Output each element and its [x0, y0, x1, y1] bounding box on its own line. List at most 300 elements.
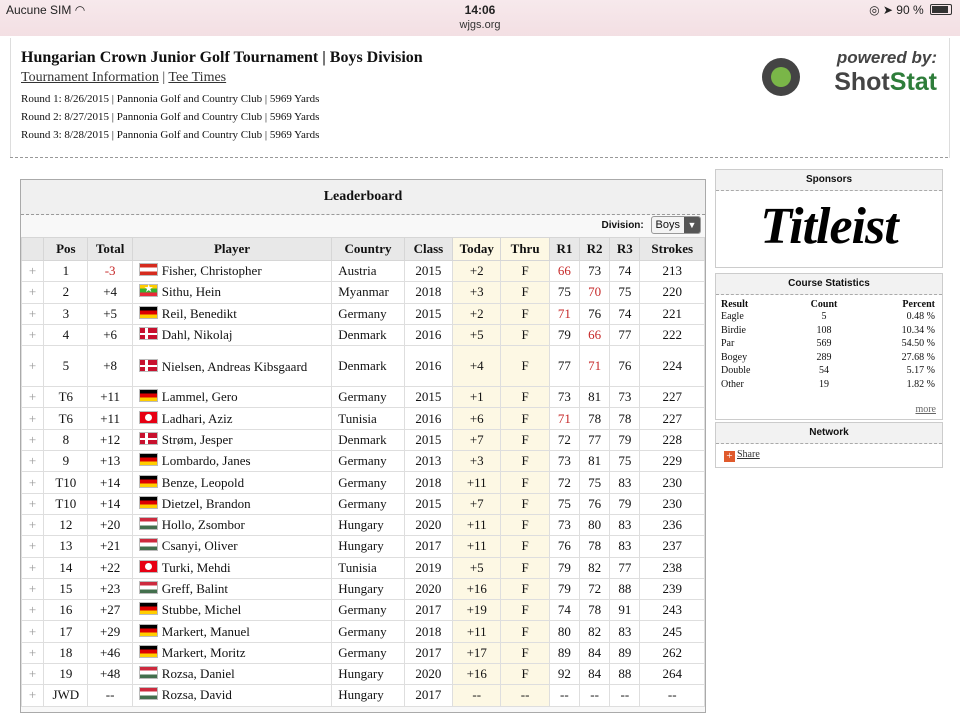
cell-strokes: 262: [640, 642, 705, 663]
cell-r1: 80: [549, 621, 579, 642]
player-name[interactable]: Dahl, Nikolaj: [161, 327, 233, 343]
division-selected-value: Boys: [655, 219, 680, 232]
expand-row-button[interactable]: +: [22, 282, 44, 303]
cell-r1: 79: [549, 578, 579, 599]
network-panel: [715, 422, 943, 468]
flag-dnk-icon: [139, 359, 158, 372]
leaderboard-row[interactable]: [22, 493, 705, 514]
player-name[interactable]: Rozsa, Daniel: [161, 666, 235, 682]
cell-pos: T6: [44, 387, 88, 408]
cell-total: +48: [88, 664, 132, 685]
flag-hun-icon: [139, 687, 158, 700]
leaderboard-row[interactable]: [22, 429, 705, 450]
cell-today: +11: [453, 536, 501, 557]
cell-thru: F: [501, 387, 549, 408]
stats-count: 108: [816, 324, 832, 336]
expand-row-button[interactable]: +: [22, 408, 44, 429]
cell-player[interactable]: [132, 493, 331, 514]
cell-country: Denmark: [332, 346, 405, 387]
expand-row-button[interactable]: +: [22, 493, 44, 514]
cell-player[interactable]: [132, 536, 331, 557]
leaderboard-row[interactable]: [22, 642, 705, 663]
cell-player[interactable]: [132, 642, 331, 663]
cell-thru: F: [501, 664, 549, 685]
expand-row-button[interactable]: +: [22, 664, 44, 685]
leaderboard-row[interactable]: [22, 261, 705, 282]
player-name[interactable]: Greff, Balint: [161, 581, 228, 596]
cell-r1: 76: [549, 536, 579, 557]
player-name[interactable]: Turki, Mehdi: [161, 559, 231, 575]
cell-strokes: 227: [640, 387, 705, 408]
col-thru[interactable]: Thru: [501, 238, 549, 261]
expand-row-button[interactable]: +: [22, 451, 44, 472]
cell-total: +14: [88, 472, 132, 493]
cell-thru: F: [501, 282, 549, 303]
flag-deu-icon: [139, 602, 158, 615]
cell-r2: 66: [580, 324, 610, 345]
cell-strokes: 243: [640, 600, 705, 621]
cell-player[interactable]: [132, 600, 331, 621]
cell-strokes: --: [640, 685, 705, 706]
cell-class: 2015: [404, 303, 452, 324]
stats-count: 289: [816, 351, 832, 363]
cell-pos: 19: [44, 664, 88, 685]
flag-hun-icon: [139, 538, 158, 551]
stats-count: 19: [819, 378, 829, 390]
flag-tun-icon: [139, 411, 158, 424]
cell-player[interactable]: [132, 387, 331, 408]
cell-country: Hungary: [332, 685, 405, 706]
cell-pos: 2: [44, 282, 88, 303]
col-expand: [22, 238, 44, 261]
cell-player[interactable]: [132, 282, 331, 303]
cell-player[interactable]: [132, 408, 331, 429]
leaderboard-row[interactable]: [22, 600, 705, 621]
tournament-information-link[interactable]: Tournament Information: [21, 70, 159, 85]
stats-percent: 10.34 %: [901, 324, 935, 336]
cell-strokes: 230: [640, 472, 705, 493]
leaderboard-row[interactable]: [22, 685, 705, 706]
cell-total: +4: [88, 282, 132, 303]
cell-strokes: 224: [640, 346, 705, 387]
player-name[interactable]: Lombardo, Janes: [161, 453, 251, 469]
more-stats-link[interactable]: more: [915, 404, 936, 415]
flag-tun-icon: [139, 560, 158, 573]
col-total[interactable]: Total: [88, 238, 132, 261]
cell-class: 2015: [404, 493, 452, 514]
leaderboard-row[interactable]: [22, 303, 705, 324]
leaderboard-row[interactable]: [22, 621, 705, 642]
cell-r3: 73: [610, 387, 640, 408]
cell-pos: 18: [44, 642, 88, 663]
cell-pos: 12: [44, 514, 88, 535]
cell-thru: F: [501, 346, 549, 387]
cell-strokes: 236: [640, 514, 705, 535]
cell-strokes: 222: [640, 324, 705, 345]
expand-row-button[interactable]: +: [22, 642, 44, 663]
cell-player[interactable]: [132, 578, 331, 599]
sponsors-title: Sponsors: [716, 170, 942, 191]
network-title: Network: [716, 423, 942, 444]
cell-r3: 75: [610, 451, 640, 472]
leaderboard-panel: [20, 179, 706, 713]
cell-today: +6: [453, 408, 501, 429]
cell-class: 2015: [404, 387, 452, 408]
cell-thru: F: [501, 621, 549, 642]
cell-today: +2: [453, 303, 501, 324]
cell-country: Germany: [332, 642, 405, 663]
cell-total: +21: [88, 536, 132, 557]
stats-result: Eagle: [721, 311, 744, 323]
leaderboard-row[interactable]: [22, 536, 705, 557]
cell-class: 2020: [404, 578, 452, 599]
cell-total: +46: [88, 642, 132, 663]
cell-pos: T6: [44, 408, 88, 429]
cell-country: Germany: [332, 303, 405, 324]
col-pos[interactable]: Pos: [44, 238, 88, 261]
leaderboard-row[interactable]: [22, 557, 705, 578]
stats-percent: 54.50 %: [901, 338, 935, 350]
cell-player[interactable]: [132, 557, 331, 578]
cell-pos: JWD: [44, 685, 88, 706]
cell-country: Germany: [332, 472, 405, 493]
cell-today: +19: [453, 600, 501, 621]
cell-r1: 72: [549, 472, 579, 493]
cell-today: +16: [453, 664, 501, 685]
player-name[interactable]: Stubbe, Michel: [161, 602, 242, 618]
cell-pos: 9: [44, 451, 88, 472]
col-r2[interactable]: R2: [580, 238, 610, 261]
cell-strokes: 239: [640, 578, 705, 599]
player-name[interactable]: Ladhari, Aziz: [161, 410, 233, 426]
expand-row-button[interactable]: +: [22, 324, 44, 345]
leaderboard-row[interactable]: [22, 514, 705, 535]
cell-pos: 17: [44, 621, 88, 642]
division-select[interactable]: [651, 216, 701, 234]
flag-deu-icon: [139, 645, 158, 658]
titleist-logo[interactable]: Titleist: [760, 198, 898, 255]
flag-hun-icon: [139, 666, 158, 679]
player-name[interactable]: Strøm, Jesper: [161, 431, 233, 447]
cell-player[interactable]: [132, 451, 331, 472]
cell-strokes: 245: [640, 621, 705, 642]
powered-by-text: powered by:: [836, 48, 937, 67]
cell-country: Tunisia: [332, 408, 405, 429]
stats-row: [718, 378, 938, 392]
cell-pos: 16: [44, 600, 88, 621]
cell-player[interactable]: [132, 685, 331, 706]
stats-row: [718, 364, 938, 378]
expand-row-button[interactable]: +: [22, 346, 44, 387]
carrier-label: Aucune SIM: [6, 3, 72, 17]
stats-percent: 5.17 %: [906, 365, 935, 377]
player-name[interactable]: Lammel, Gero: [161, 389, 238, 405]
cell-class: 2017: [404, 536, 452, 557]
cell-today: +3: [453, 282, 501, 303]
leaderboard-row[interactable]: [22, 408, 705, 429]
expand-row-button[interactable]: +: [22, 261, 44, 282]
cell-r2: 77: [580, 429, 610, 450]
share-button[interactable]: [724, 449, 760, 462]
cell-country: Germany: [332, 451, 405, 472]
cell-country: Tunisia: [332, 557, 405, 578]
division-filter: [21, 215, 705, 237]
cell-thru: F: [501, 578, 549, 599]
cell-r3: 83: [610, 536, 640, 557]
cell-r1: 89: [549, 642, 579, 663]
wifi-icon: ◠: [74, 3, 86, 17]
cell-class: 2013: [404, 451, 452, 472]
battery-percent: 90 %: [896, 3, 924, 17]
cell-total: +14: [88, 493, 132, 514]
player-name[interactable]: Nielsen, Andreas Kibsgaard: [161, 358, 308, 374]
cell-r2: 76: [580, 493, 610, 514]
flag-hun-icon: [139, 517, 158, 530]
cell-country: Hungary: [332, 536, 405, 557]
stats-count: 569: [816, 338, 832, 350]
cell-thru: F: [501, 514, 549, 535]
expand-row-button[interactable]: +: [22, 387, 44, 408]
cell-thru: F: [501, 536, 549, 557]
cell-player[interactable]: [132, 429, 331, 450]
cell-today: +11: [453, 621, 501, 642]
cell-player[interactable]: [132, 346, 331, 387]
cell-r2: 82: [580, 557, 610, 578]
cell-r2: 78: [580, 408, 610, 429]
cell-today: +5: [453, 324, 501, 345]
flag-mmr-icon: [139, 284, 158, 297]
stats-percent: 0.48 %: [906, 311, 935, 323]
player-name[interactable]: Hollo, Zsombor: [161, 517, 245, 533]
battery-icon: [930, 4, 952, 15]
header-divider: [10, 157, 948, 158]
cell-total: +13: [88, 451, 132, 472]
shotstat-logo[interactable]: [764, 46, 939, 96]
cell-strokes: 230: [640, 493, 705, 514]
stats-result: Birdie: [721, 324, 746, 336]
col-today[interactable]: Today: [453, 238, 501, 261]
cell-player[interactable]: [132, 324, 331, 345]
cell-r2: 84: [580, 642, 610, 663]
cell-class: 2018: [404, 282, 452, 303]
cell-player[interactable]: [132, 621, 331, 642]
clock: 14:06: [464, 3, 496, 17]
cell-country: Austria: [332, 261, 405, 282]
cell-r3: --: [610, 685, 640, 706]
course-statistics-title: Course Statistics: [716, 274, 942, 295]
cell-today: +11: [453, 472, 501, 493]
player-name[interactable]: Sithu, Hein: [161, 284, 222, 300]
cell-today: +17: [453, 642, 501, 663]
stats-result: Bogey: [721, 351, 748, 363]
cell-country: Germany: [332, 493, 405, 514]
cell-strokes: 228: [640, 429, 705, 450]
leaderboard-title: Leaderboard: [21, 180, 705, 215]
expand-row-button[interactable]: +: [22, 303, 44, 324]
expand-row-button[interactable]: +: [22, 472, 44, 493]
cell-thru: F: [501, 557, 549, 578]
cell-r3: 74: [610, 303, 640, 324]
round-1-info: Round 1: 8/26/2015 | Pannonia Golf and Country Club | 5969 Yards: [21, 93, 320, 105]
cell-country: Denmark: [332, 429, 405, 450]
cell-pos: 14: [44, 557, 88, 578]
expand-row-button[interactable]: +: [22, 685, 44, 706]
expand-row-button[interactable]: +: [22, 514, 44, 535]
page-title: Hungarian Crown Junior Golf Tournament | Boys Division: [21, 49, 423, 66]
expand-row-button[interactable]: +: [22, 578, 44, 599]
cell-thru: F: [501, 429, 549, 450]
division-label: Division:: [601, 220, 644, 231]
cell-strokes: 221: [640, 303, 705, 324]
cell-total: +5: [88, 303, 132, 324]
leaderboard-row[interactable]: [22, 578, 705, 599]
cell-r1: 75: [549, 282, 579, 303]
cell-thru: F: [501, 451, 549, 472]
cell-strokes: 213: [640, 261, 705, 282]
cell-r1: 92: [549, 664, 579, 685]
leaderboard-row[interactable]: [22, 282, 705, 303]
cell-r2: 73: [580, 261, 610, 282]
logo-stat-text: Stat: [889, 68, 937, 96]
col-country[interactable]: Country: [332, 238, 405, 261]
cell-r2: 82: [580, 621, 610, 642]
cell-thru: --: [501, 685, 549, 706]
cell-r1: 71: [549, 408, 579, 429]
cell-r3: 79: [610, 429, 640, 450]
cell-r3: 74: [610, 261, 640, 282]
cell-r2: 78: [580, 600, 610, 621]
address-bar-url[interactable]: wjgs.org: [459, 19, 501, 31]
player-name[interactable]: Markert, Moritz: [161, 644, 246, 660]
stats-col-percent: Percent: [902, 299, 935, 310]
cell-player[interactable]: [132, 303, 331, 324]
cell-today: --: [453, 685, 501, 706]
cell-r3: 77: [610, 324, 640, 345]
cell-thru: F: [501, 261, 549, 282]
cell-r2: 78: [580, 536, 610, 557]
cell-class: 2015: [404, 261, 452, 282]
location-icon: ➤: [882, 3, 893, 17]
leaderboard-row[interactable]: [22, 387, 705, 408]
cell-today: +11: [453, 514, 501, 535]
leaderboard-table: [21, 237, 705, 707]
cell-player[interactable]: [132, 261, 331, 282]
cell-strokes: 227: [640, 408, 705, 429]
cell-class: 2019: [404, 557, 452, 578]
cell-pos: 1: [44, 261, 88, 282]
leaderboard-row[interactable]: [22, 324, 705, 345]
cell-class: 2018: [404, 621, 452, 642]
cell-r2: 72: [580, 578, 610, 599]
leaderboard-row[interactable]: [22, 472, 705, 493]
cell-country: Hungary: [332, 664, 405, 685]
cell-r3: 88: [610, 664, 640, 685]
player-name[interactable]: Reil, Benedikt: [161, 305, 237, 321]
cell-today: +5: [453, 557, 501, 578]
cell-today: +16: [453, 578, 501, 599]
col-player[interactable]: Player: [132, 238, 331, 261]
cell-total: --: [88, 685, 132, 706]
round-3-info: Round 3: 8/28/2015 | Pannonia Golf and Country Club | 5969 Yards: [21, 129, 320, 141]
col-class[interactable]: Class: [404, 238, 452, 261]
stats-count: 5: [821, 311, 827, 323]
stats-percent: 1.82 %: [906, 378, 935, 390]
player-name[interactable]: Csanyi, Oliver: [161, 538, 238, 554]
leaderboard-row[interactable]: [22, 346, 705, 387]
leaderboard-row[interactable]: [22, 664, 705, 685]
cell-total: +27: [88, 600, 132, 621]
cell-r1: 71: [549, 303, 579, 324]
link-separator: |: [162, 70, 166, 85]
ios-status-bar: [0, 0, 960, 36]
cell-r3: 83: [610, 514, 640, 535]
cell-strokes: 264: [640, 664, 705, 685]
cell-r1: 73: [549, 387, 579, 408]
cell-r1: 75: [549, 493, 579, 514]
cell-thru: F: [501, 472, 549, 493]
flag-deu-icon: [139, 624, 158, 637]
cell-class: 2020: [404, 514, 452, 535]
cell-player[interactable]: [132, 514, 331, 535]
cell-r2: 81: [580, 451, 610, 472]
col-r3[interactable]: R3: [610, 238, 640, 261]
cell-pos: 13: [44, 536, 88, 557]
col-r1[interactable]: R1: [549, 238, 579, 261]
cell-country: Germany: [332, 600, 405, 621]
cell-r2: 76: [580, 303, 610, 324]
tee-times-link[interactable]: Tee Times: [168, 70, 227, 85]
cell-r1: 73: [549, 451, 579, 472]
cell-r1: 74: [549, 600, 579, 621]
expand-row-button[interactable]: +: [22, 621, 44, 642]
expand-row-button[interactable]: +: [22, 557, 44, 578]
round-2-info: Round 2: 8/27/2015 | Pannonia Golf and Country Club | 5969 Yards: [21, 111, 320, 123]
cell-pos: T10: [44, 493, 88, 514]
cell-strokes: 220: [640, 282, 705, 303]
cell-r3: 83: [610, 621, 640, 642]
col-strokes[interactable]: Strokes: [640, 238, 705, 261]
cell-strokes: 237: [640, 536, 705, 557]
cell-total: +6: [88, 324, 132, 345]
leaderboard-row[interactable]: [22, 451, 705, 472]
cell-player[interactable]: [132, 472, 331, 493]
cell-today: +3: [453, 451, 501, 472]
player-name[interactable]: Markert, Manuel: [161, 623, 250, 639]
expand-row-button[interactable]: +: [22, 429, 44, 450]
cell-pos: 4: [44, 324, 88, 345]
shotstat-golf-icon: [762, 58, 800, 96]
player-name[interactable]: Rozsa, David: [161, 687, 232, 703]
course-statistics-table: [718, 299, 938, 391]
cell-r3: 75: [610, 282, 640, 303]
cell-thru: F: [501, 493, 549, 514]
expand-row-button[interactable]: +: [22, 600, 44, 621]
cell-country: Germany: [332, 621, 405, 642]
cell-r1: 77: [549, 346, 579, 387]
player-name[interactable]: Fisher, Christopher: [161, 263, 262, 279]
cell-player[interactable]: [132, 664, 331, 685]
stats-col-count: Count: [810, 299, 838, 310]
player-name[interactable]: Dietzel, Brandon: [161, 495, 251, 511]
player-name[interactable]: Benze, Leopold: [161, 474, 245, 490]
cell-pos: 8: [44, 429, 88, 450]
flag-dnk-icon: [139, 327, 158, 340]
stats-col-result: Result: [721, 299, 749, 310]
expand-row-button[interactable]: +: [22, 536, 44, 557]
cell-class: 2015: [404, 429, 452, 450]
chevron-down-icon: ▼: [684, 217, 700, 233]
cell-r2: 71: [580, 346, 610, 387]
